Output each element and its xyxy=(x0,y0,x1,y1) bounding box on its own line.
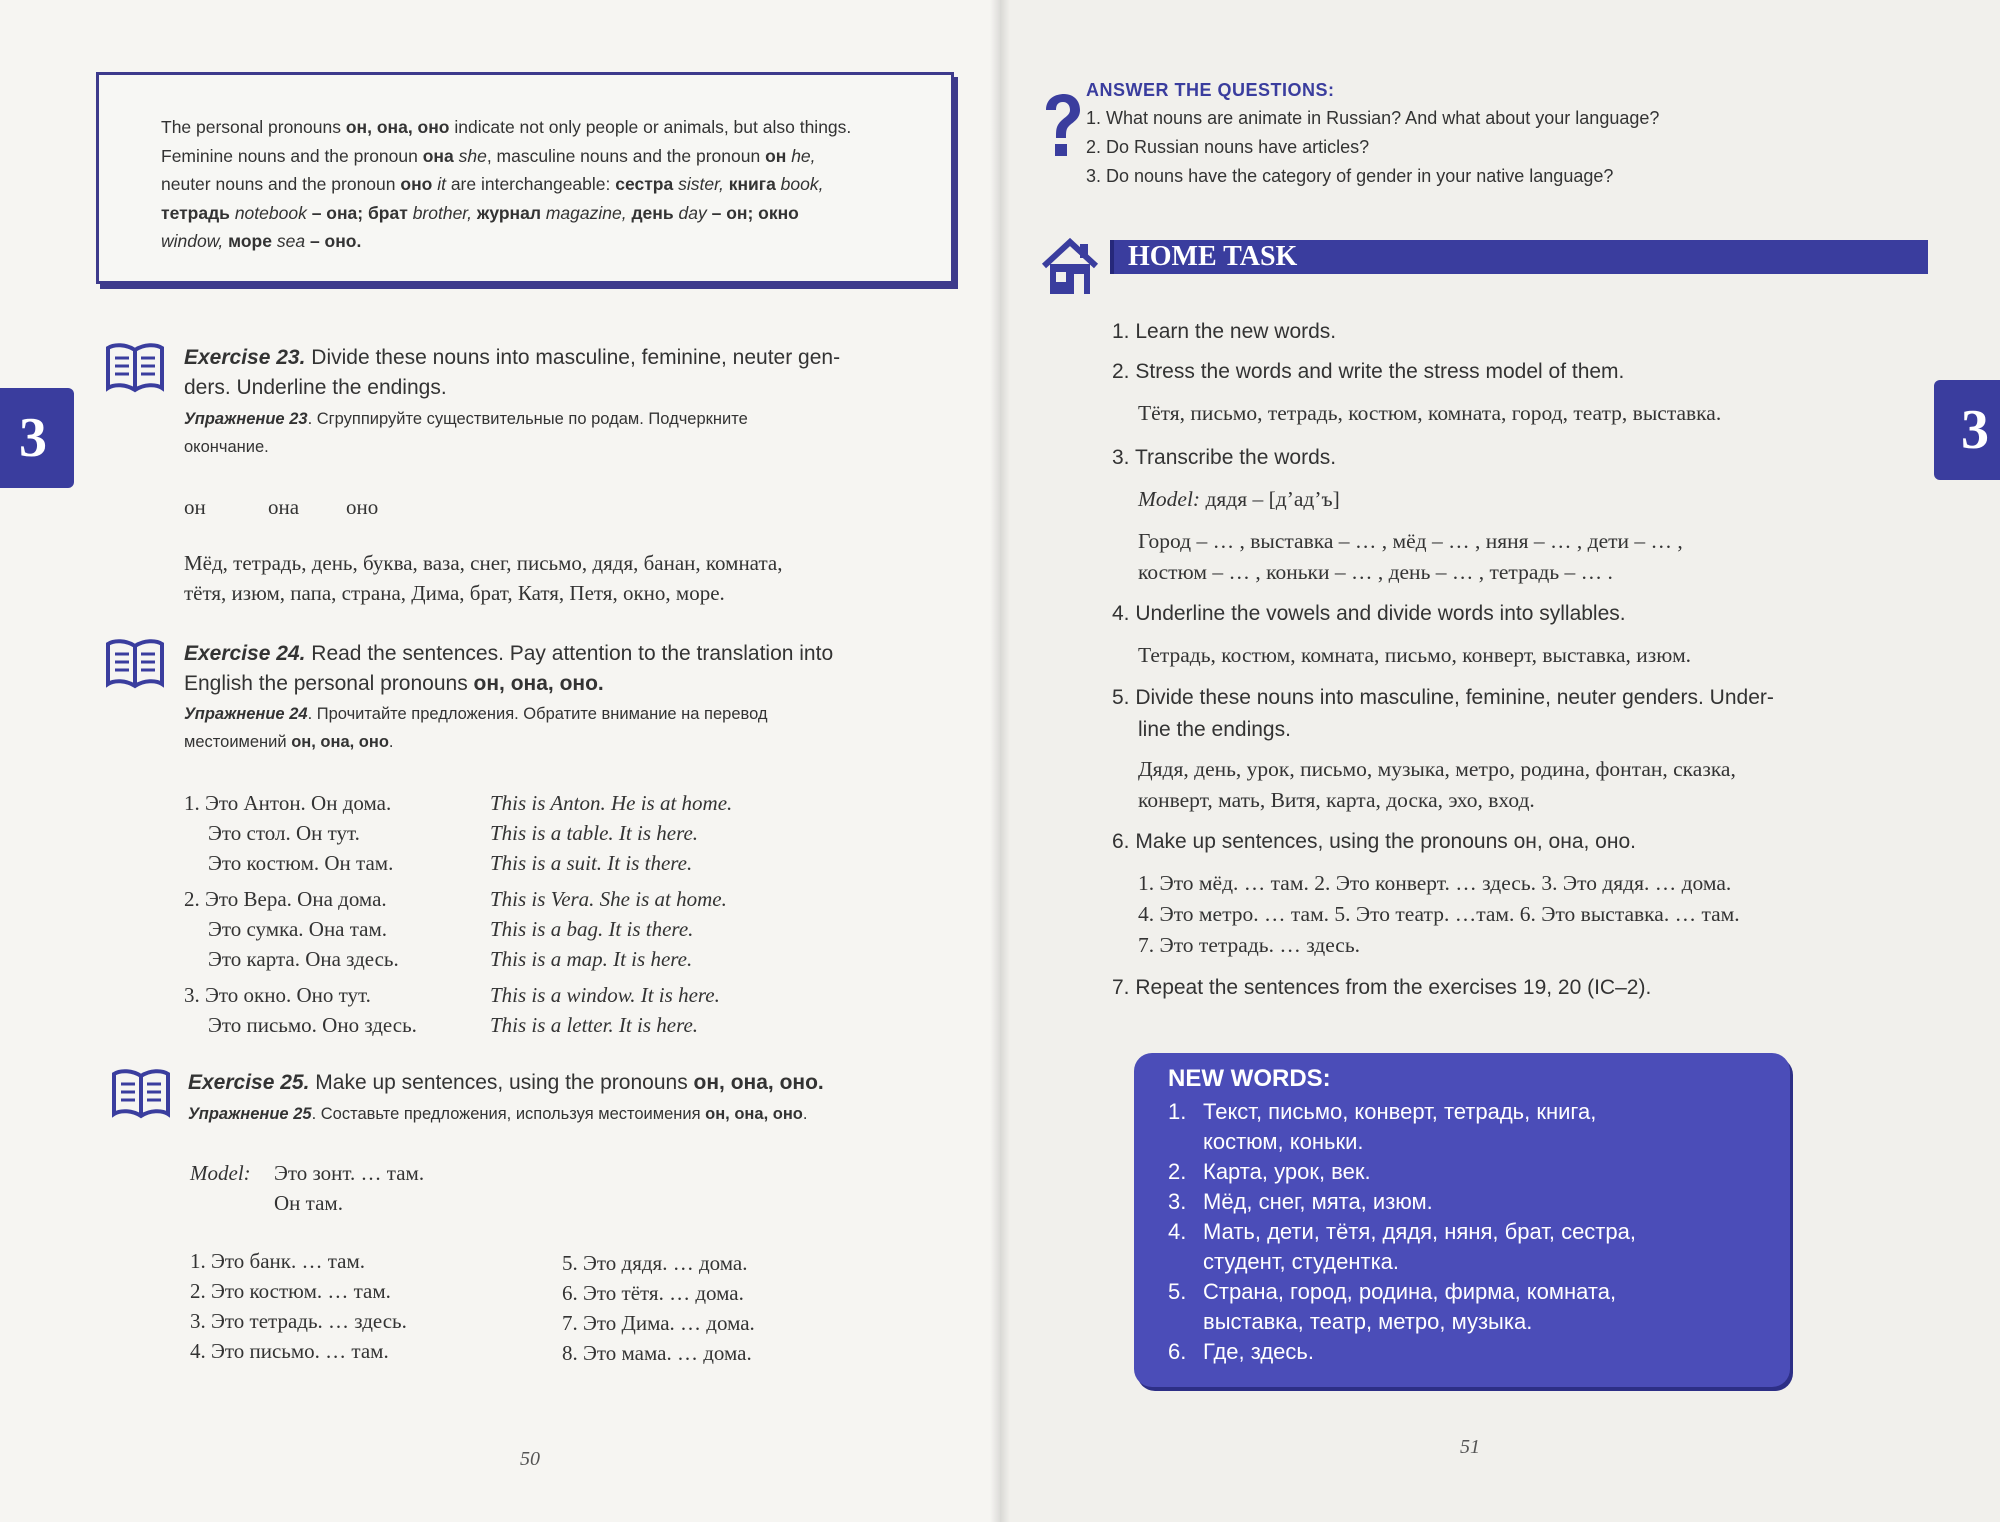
home-task-words: Тетрадь, костюм, комната, письмо, конверт, выставка, изюм. xyxy=(1138,643,1692,667)
new-words-item: 1. Текст, письмо, конверт, тетрадь, книга, костюм, коньки. xyxy=(1168,1099,1597,1154)
chapter-tab-left: 3 xyxy=(0,388,74,488)
home-task-item: 7. Repeat the sentences from the exercises 19, 20 (IC–2). xyxy=(1112,976,1652,999)
book-spine xyxy=(990,0,1010,1522)
house-icon xyxy=(1040,236,1100,298)
gender-col-neut: оно xyxy=(346,495,379,519)
right-page xyxy=(1000,0,2000,1522)
questions-list xyxy=(1086,104,1886,191)
home-task-words: Город – … , выставка – … , мёд – … , няня – … , дети – … , костюм – … , коньки – … , день – … , тетрадь – … . xyxy=(1138,529,1683,584)
book-icon xyxy=(104,342,166,394)
home-task-item: 6. Make up sentences, using the pronouns он, она, оно. xyxy=(1112,830,1636,853)
home-task-words: Тётя, письмо, тетрадь, костюм, комната, город, театр, выставка. xyxy=(1138,401,1722,425)
home-task-item: 3. Transcribe the words. xyxy=(1112,446,1337,469)
model-label: Model: xyxy=(190,1161,251,1185)
ex25-item: 6. Это тётя. … дома. xyxy=(562,1281,744,1305)
new-words-item: 2. Карта, урок, век. xyxy=(1168,1159,1371,1184)
home-task-title: HOME TASK xyxy=(1128,241,1298,272)
ex25-item: 3. Это тетрадь. … здесь. xyxy=(190,1309,407,1333)
ex24-row-translation: This is Anton. He is at home. xyxy=(490,791,733,815)
exercise-23-title: Exercise 23. Divide these nouns into masculine, feminine, neuter gen- ders. Underline the endings. xyxy=(184,346,841,399)
chapter-tab-right: 3 xyxy=(1934,380,2000,480)
home-task-model: Model: дядя – [д’ад’ъ] xyxy=(1138,487,1340,511)
ex24-row-translation: This is a suit. It is there. xyxy=(490,851,693,875)
model-line: Это зонт. … там. xyxy=(274,1161,425,1185)
ex24-row: 3. Это окно. Оно тут. xyxy=(184,983,371,1007)
gender-col-masc: он xyxy=(184,495,206,519)
exercise-23-words: Мёд, тетрадь, день, буква, ваза, снег, письмо, дядя, банан, комната, тётя, изюм, папа, страна, Дима, брат, Катя, Петя, окно, море. xyxy=(184,551,783,605)
gender-col-fem: она xyxy=(268,495,300,519)
question-item: 1. What nouns are animate in Russian? And what about your language? xyxy=(1086,108,1660,128)
page-number-left: 50 xyxy=(520,1448,540,1470)
ex24-row-translation: This is a map. It is here. xyxy=(490,947,693,971)
ex25-item: 4. Это письмо. … там. xyxy=(190,1339,389,1363)
new-words-list xyxy=(1168,1097,1768,1367)
book-icon xyxy=(110,1068,172,1120)
ex24-row: Это стол. Он тут. xyxy=(208,821,360,845)
ex24-row-translation: This is a bag. It is there. xyxy=(490,917,694,941)
home-task-item: 2. Stress the words and write the stress model of them. xyxy=(1112,360,1625,383)
model-line: Он там. xyxy=(274,1191,343,1215)
ex24-row: Это костюм. Он там. xyxy=(208,851,394,875)
exercise-24-title: Exercise 24. Read the sentences. Pay attention to the translation into English the personal pronouns он, она, оно. xyxy=(184,642,834,695)
ex24-row-translation: This is Vera. She is at home. xyxy=(490,887,727,911)
info-text: The personal pronouns он, она, оно indicate not only people or animals, but also things. Feminine nouns and the pronoun она she, masculine nouns and the pronoun он he, neuter nouns and the pronoun оно it are interchangeable: сестра sister, книга book, тетрадь notebook – она; брат brother, журнал magazine, день day – он; окно window, море sea – оно. xyxy=(161,117,852,251)
new-words-title: NEW WORDS: xyxy=(1168,1065,1331,1092)
ex25-item: 8. Это мама. … дома. xyxy=(562,1341,752,1365)
pronoun-info-box xyxy=(96,72,954,284)
ex25-item: 5. Это дядя. … дома. xyxy=(562,1251,748,1275)
new-words-box xyxy=(1134,1053,1790,1387)
new-words-item: 6. Где, здесь. xyxy=(1168,1339,1314,1364)
question-item: 2. Do Russian nouns have articles? xyxy=(1086,137,1370,157)
question-item: 3. Do nouns have the category of gender in your native language? xyxy=(1086,166,1614,186)
new-words-item: 3. Мёд, снег, мята, изюм. xyxy=(1168,1189,1433,1214)
ex24-row-translation: This is a table. It is here. xyxy=(490,821,699,845)
exercise-25-title: Exercise 25. Make up sentences, using the pronouns он, она, оно. xyxy=(188,1071,824,1094)
question-mark-icon xyxy=(1040,92,1084,160)
ex24-row: Это сумка. Она там. xyxy=(208,917,388,941)
exercise-23-ru: Упражнение 23. Сгруппируйте существительные по родам. Подчеркните окончание. xyxy=(184,410,748,456)
home-task-words: Дядя, день, урок, письмо, музыка, метро, родина, фонтан, сказка, конверт, мать, Витя, карта, доска, эхо, вход. xyxy=(1138,757,1736,812)
ex24-row: 1. Это Антон. Он дома. xyxy=(184,791,392,815)
home-task-item: 5. Divide these nouns into masculine, feminine, neuter genders. Under- line the endings. xyxy=(1112,686,1774,741)
home-task-item: 1. Learn the new words. xyxy=(1112,320,1337,343)
new-words-item: 4. Мать, дети, тётя, дядя, няня, брат, сестра, студент, студентка. xyxy=(1168,1219,1636,1274)
page-number-right: 51 xyxy=(1460,1436,1480,1458)
ex25-item: 1. Это банк. … там. xyxy=(190,1249,366,1273)
book-icon xyxy=(104,638,166,690)
ex24-row: Это письмо. Оно здесь. xyxy=(208,1013,417,1037)
home-task-sentences: 1. Это мёд. … там. 2. Это конверт. … здесь. 3. Это дядя. … дома. 4. Это метро. … там. 5. Это театр. …там. 6. Это выставка. … там. 7. Это тетрадь. … здесь. xyxy=(1138,871,1740,957)
questions-title: ANSWER THE QUESTIONS: xyxy=(1086,80,1335,100)
home-task-item: 4. Underline the vowels and divide words into syllables. xyxy=(1112,602,1626,625)
ex25-item: 2. Это костюм. … там. xyxy=(190,1279,391,1303)
exercise-25-ru: Упражнение 25. Составьте предложения, используя местоимения он, она, оно. xyxy=(188,1105,808,1123)
ex24-row: Это карта. Она здесь. xyxy=(208,947,399,971)
ex24-row: 2. Это Вера. Она дома. xyxy=(184,887,387,911)
exercise-24-ru: Упражнение 24. Прочитайте предложения. Обратите внимание на перевод местоимений он, она, оно. xyxy=(184,705,768,751)
ex25-item: 7. Это Дима. … дома. xyxy=(562,1311,755,1335)
home-task-bar xyxy=(1110,240,1928,274)
new-words-item: 5. Страна, город, родина, фирма, комната, выставка, театр, метро, музыка. xyxy=(1168,1279,1617,1334)
ex24-row-translation: This is a letter. It is here. xyxy=(490,1013,699,1037)
ex24-row-translation: This is a window. It is here. xyxy=(490,983,720,1007)
